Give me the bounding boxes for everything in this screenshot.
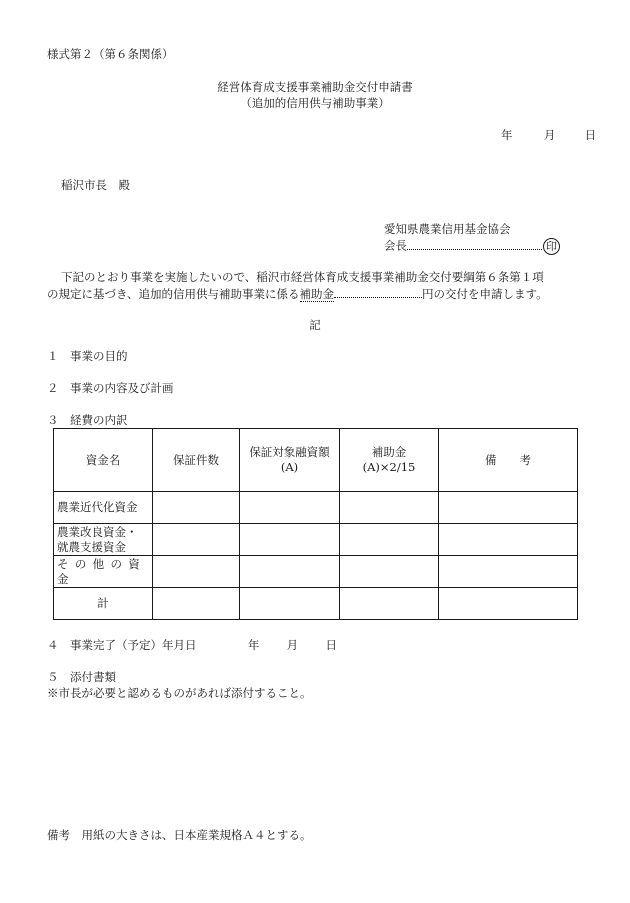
row-fund-name: その他の資金 (54, 556, 153, 588)
cell-remarks (439, 524, 578, 556)
cell-remarks (439, 588, 578, 620)
subsidy-word: 補助金 (299, 287, 335, 301)
cell-subsidy (340, 492, 439, 524)
cell-guarantee-count (153, 556, 240, 588)
section-3-heading: ３ 経費の内訳 (47, 413, 128, 427)
cell-target-amount (240, 492, 340, 524)
completion-day: 日 (325, 638, 337, 652)
cell-guarantee-count (153, 492, 240, 524)
remarks-footer: 備考 用紙の大きさは、日本産業規格Ａ４とする。 (47, 828, 312, 842)
section-5-heading: ５ 添付書類 (47, 670, 116, 684)
cell-remarks (439, 556, 578, 588)
ki-heading: 記 (309, 318, 321, 332)
cell-subsidy (340, 588, 439, 620)
table-row (54, 524, 578, 556)
document-title: 経営体育成支援事業補助金交付申請書 (217, 80, 413, 94)
table-row-total (54, 588, 578, 620)
applicant-title: 会長 (384, 238, 407, 253)
header-subsidy: 補助金 (A)×2/15 (340, 429, 439, 492)
cell-guarantee-count (153, 524, 240, 556)
completion-month: 月 (286, 638, 299, 652)
section-2-heading: ２ 事業の内容及び計画 (47, 381, 174, 395)
cell-subsidy (340, 556, 439, 588)
body-text-line2: の規定に基づき、追加的信用供与補助事業に係る補助金 円の交付を申請します。 (47, 287, 548, 301)
header-target-amount: 保証対象融資額 (A) (240, 429, 340, 492)
date-day: 日 (584, 128, 597, 142)
table-header-row (54, 429, 578, 492)
expense-table (53, 428, 578, 620)
date-year: 年 (501, 128, 513, 142)
addressee: 稲沢市長 殿 (61, 178, 130, 192)
amount-dotted-line (334, 297, 422, 298)
applicant-signature-line (384, 238, 560, 255)
cell-remarks (439, 492, 578, 524)
table-row (54, 492, 578, 524)
header-remarks: 備 考 (439, 429, 578, 492)
cell-subsidy (340, 524, 439, 556)
body-text-line1: 下記のとおり事業を実施したいので、稲沢市経営体育成支援事業補助金交付要綱第６条第１項 (61, 270, 544, 284)
date-month: 月 (543, 128, 556, 142)
document-subtitle: （追加的信用供与補助事業） (240, 96, 390, 110)
row-fund-name: 農業改良資金・ 就農支援資金 (54, 524, 153, 556)
seal-stamp: 印 (543, 238, 560, 255)
row-fund-name: 農業近代化資金 (54, 492, 153, 524)
form-number: 様式第２（第６条関係） (47, 47, 174, 61)
signature-dotted-line (407, 249, 542, 250)
completion-year: 年 (247, 638, 260, 652)
row-total-label: 計 (54, 588, 153, 620)
section-1-heading: １ 事業の目的 (47, 349, 128, 363)
cell-target-amount (240, 588, 340, 620)
applicant-organization: 愛知県農業信用基金協会 (384, 222, 511, 236)
header-guarantee-count: 保証件数 (153, 429, 240, 492)
table-row (54, 556, 578, 588)
header-fund-name: 資金名 (54, 429, 153, 492)
cell-guarantee-count (153, 588, 240, 620)
cell-target-amount (240, 556, 340, 588)
section-4-heading: ４ 事業完了（予定）年月日 年 月 日 (47, 638, 337, 652)
attachment-note: ※市長が必要と認めるものがあれば添付すること。 (47, 686, 312, 700)
application-date (501, 128, 596, 142)
cell-target-amount (240, 524, 340, 556)
